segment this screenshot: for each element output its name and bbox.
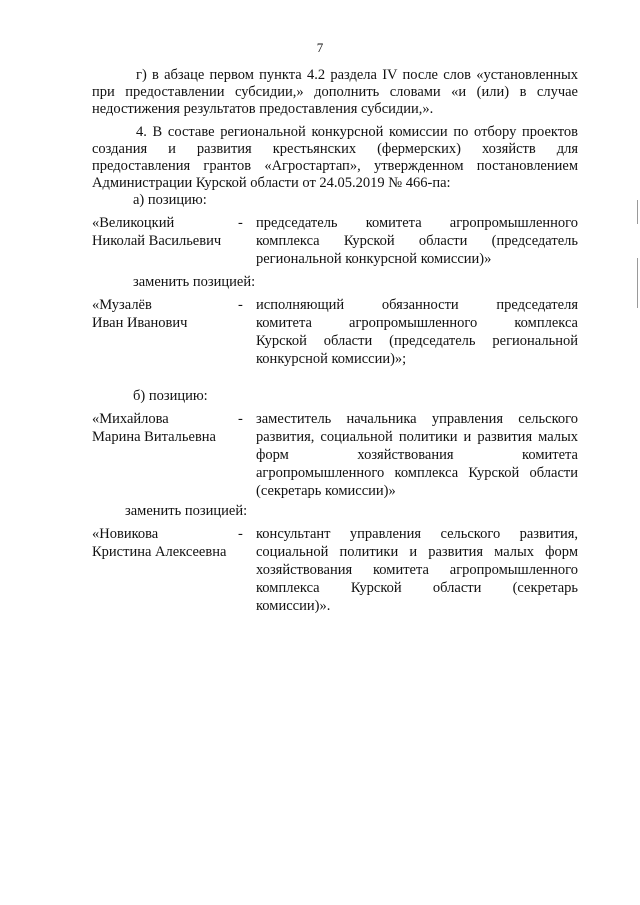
entry-name-line: Николай Васильевич [92, 233, 222, 249]
paragraph-line: при предоставлении субсидии,» дополнить словами «и (или) в случае [92, 84, 578, 100]
paragraph-line: Администрации Курской области от 24.05.2019 № 466-па: [92, 175, 451, 191]
entry-desc-line: (секретарь комиссии)» [256, 483, 396, 499]
entry-desc-line: комплекса Курской области (председатель [256, 233, 578, 249]
label-replace-2: заменить позицией: [125, 503, 248, 519]
paragraph-g [92, 67, 578, 118]
label-position-a: а) позицию: [133, 192, 207, 208]
paragraph-line: 4. В составе региональной конкурсной комиссии по отбору проектов [136, 124, 578, 140]
entry-person-name [92, 214, 242, 250]
entry-desc-line: социальной политики и развития малых форм [256, 544, 578, 560]
entry-desc-line: заместитель начальника управления сельского [256, 411, 578, 427]
entry-person-name [92, 296, 242, 332]
scan-margin-mark [637, 258, 638, 308]
entry-name-line: «Музалёв [92, 297, 152, 313]
entry-desc-line: председатель комитета агропромышленного [256, 215, 578, 231]
entry-desc-line: комплекса Курской области (секретарь [256, 580, 578, 596]
entry-person-name [92, 410, 242, 446]
paragraph-line: предоставления грантов «Агростартап», утвержденном постановлением [92, 158, 578, 174]
entry-desc-line: Курской области (председатель региональной [256, 333, 578, 349]
entry-dash: - [238, 297, 243, 313]
entry-desc-line: комитета агропромышленного комплекса [256, 315, 578, 331]
entry-name-line: Кристина Алексеевна [92, 544, 227, 560]
entry-desc-line: исполняющий обязанности председателя [256, 297, 578, 313]
entry-desc-line: конкурсной комиссии)»; [256, 351, 407, 367]
entry-name-line: «Великоцкий [92, 215, 175, 231]
entry-dash: - [238, 411, 243, 427]
label-replace-1: заменить позицией: [133, 274, 256, 290]
entry-desc-line: региональной конкурсной комиссии)» [256, 251, 492, 267]
entry-dash: - [238, 526, 243, 542]
paragraph-4 [92, 124, 578, 192]
entry-desc-line: агропромышленного комплекса Курской области [256, 465, 578, 481]
entry-desc-line: консультант управления сельского развития, [256, 526, 578, 542]
label-position-b: б) позицию: [133, 388, 208, 404]
entry-description [256, 410, 578, 500]
entry-description [256, 214, 578, 268]
page-number: 7 [316, 40, 324, 55]
paragraph-line: г) в абзаце первом пункта 4.2 раздела IV после слов «установленных [136, 67, 578, 83]
entry-desc-line: развития, социальной политики и развития малых [256, 429, 578, 445]
scan-margin-mark [637, 200, 638, 224]
entry-desc-line: форм хозяйствования комитета [256, 447, 578, 463]
paragraph-line: недостижения результатов предоставления субсидии,». [92, 101, 434, 117]
paragraph-line: создания и развития крестьянских (фермерских) хозяйств для [92, 141, 578, 157]
entry-person-name [92, 525, 242, 561]
entry-desc-line: хозяйствования комитета агропромышленного [256, 562, 578, 578]
entry-desc-line: комиссии)». [256, 598, 331, 614]
entry-name-line: «Новикова [92, 526, 159, 542]
entry-name-line: «Михайлова [92, 411, 169, 427]
entry-dash: - [238, 215, 243, 231]
entry-description [256, 525, 578, 615]
entry-name-line: Марина Витальевна [92, 429, 216, 445]
entry-description [256, 296, 578, 368]
entry-name-line: Иван Иванович [92, 315, 188, 331]
